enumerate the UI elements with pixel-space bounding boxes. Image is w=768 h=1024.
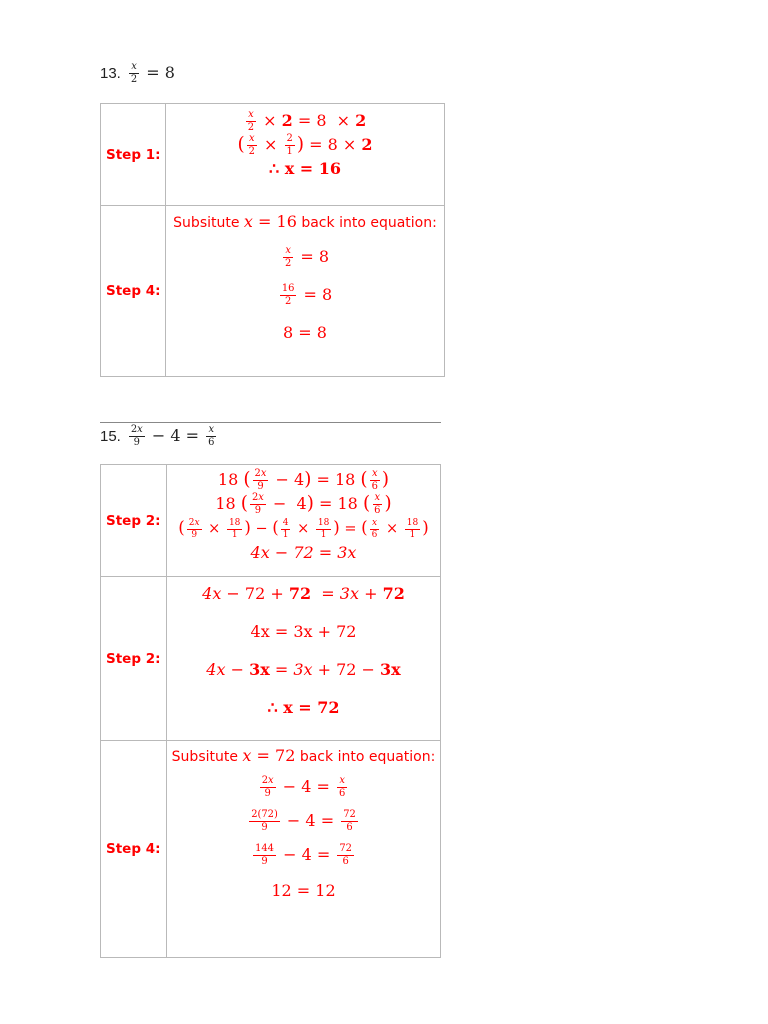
- math-line: ( $\frac{x}{2}$ × $\frac{2}{1}$ ) = 8 × 2: [237, 133, 373, 157]
- step-row: [101, 104, 445, 206]
- step-row: [101, 465, 441, 577]
- math-line: 18 ( $\frac{2x}{9}$ − 4) = 18 ( $\frac{x}{6}$ ): [215, 492, 392, 516]
- step-body: [167, 465, 441, 577]
- math-line: $\frac{144}{9}$ − 4 = $\frac{72}{6}$: [255, 843, 352, 867]
- math-line: $\frac{x}{2}$ = 8: [284, 245, 330, 269]
- math-line: [168, 696, 439, 720]
- note-suffix: back into equation:: [301, 215, 437, 231]
- substitute-note: Subsitute x = 72 back into equation:: [171, 746, 436, 765]
- math-line: [167, 157, 443, 181]
- step-label: Step 4:: [101, 206, 166, 377]
- problem-equation: $\frac{2x}{9}$ − 4 = $\frac{x}{6}$: [130, 424, 215, 448]
- problem-13-heading: [100, 62, 175, 85]
- problem-number: 15.: [100, 427, 121, 445]
- math-line: 4x − 3x = 3x + 72 − 3x: [206, 660, 401, 679]
- step-label: Step 1:: [101, 104, 166, 206]
- step-body: [167, 741, 441, 958]
- math-line: ( $\frac{2x}{9}$ × $\frac{18}{1}$ ) − ( $\frac{4}{1}$ × $\frac{18}{1}$ ) = ( $\frac{x}{6}$ × $\frac{18}{1}$ ): [178, 517, 429, 540]
- step-row: [101, 577, 441, 741]
- section-divider: [100, 422, 441, 423]
- note-value: 72: [275, 746, 296, 765]
- step-label: Step 2:: [101, 577, 167, 741]
- result-text: ∴ x = 72: [267, 698, 340, 717]
- problem-number: 13.: [100, 64, 121, 82]
- math-line: 4x − 72 + 72 = 3x + 72: [202, 584, 405, 603]
- math-line: $\frac{2(72)}{9}$ − 4 = $\frac{72}{6}$: [251, 809, 356, 833]
- step-label: Step 2:: [101, 465, 167, 577]
- math-line: 18 ( $\frac{2x}{9}$ − 4) = 18 ( $\frac{x}{6}$ ): [217, 468, 390, 492]
- result-text: ∴ x = 16: [268, 159, 342, 178]
- note-prefix: Subsitute: [171, 749, 238, 765]
- problem-13-steps-table: [100, 103, 445, 377]
- step-label: Step 4:: [101, 741, 167, 958]
- note-prefix: Subsitute: [173, 215, 240, 231]
- math-line: $\frac{16}{2}$ = 8: [281, 283, 333, 307]
- step-row: [101, 741, 441, 958]
- math-line: 8 = 8: [283, 323, 327, 342]
- note-suffix: back into equation:: [299, 749, 436, 765]
- problem-equation: $\frac{x}{2}$ = 8: [130, 61, 175, 85]
- math-line: $\frac{2x}{9}$ − 4 = $\frac{x}{6}$: [261, 775, 346, 799]
- step-body: [167, 577, 441, 741]
- problem-15-heading: [100, 425, 218, 448]
- problem-15-steps-table: [100, 464, 441, 958]
- math-line: $\frac{x}{2}$ × 2 = 8 × 2: [247, 109, 367, 133]
- math-line: 12 = 12: [271, 881, 336, 900]
- equation-tail: = 8: [146, 62, 175, 82]
- note-value: 16: [276, 212, 297, 231]
- substitute-note: Subsitute x = 16 back into equation:: [173, 212, 437, 231]
- math-line: 4x = 3x + 72: [250, 622, 357, 641]
- step-body: [166, 104, 445, 206]
- math-line: 4x − 72 = 3x: [250, 543, 357, 562]
- step-body: [166, 206, 445, 377]
- step-row: [101, 206, 445, 377]
